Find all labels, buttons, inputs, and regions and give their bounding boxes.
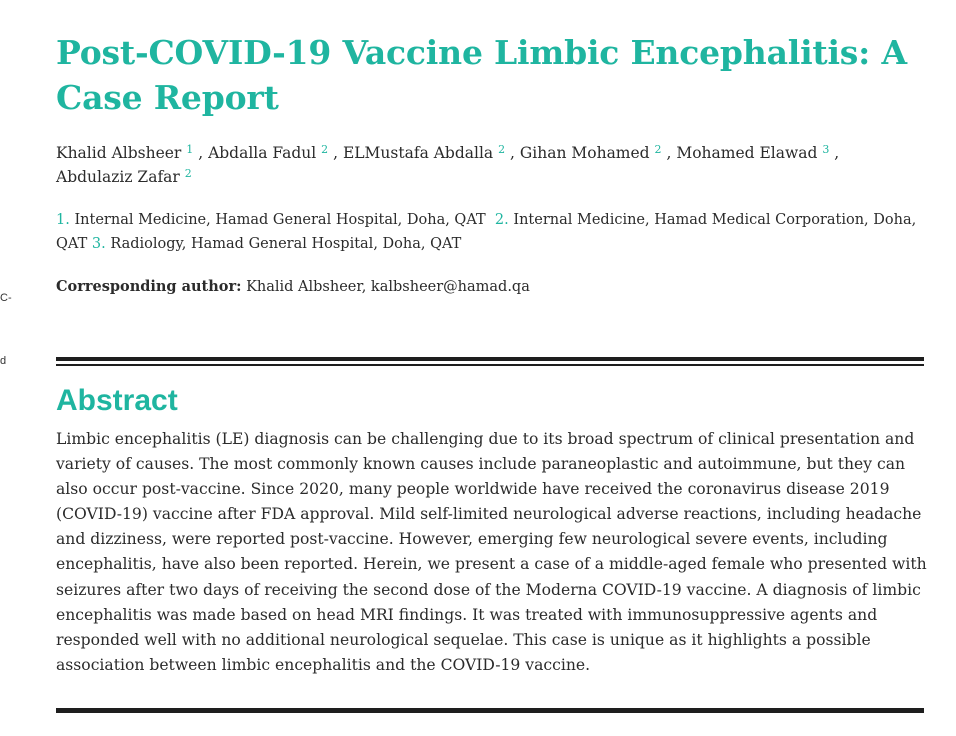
section-divider [56,357,924,366]
affiliation-text: Internal Medicine, Hamad General Hospital, Doha, QAT [74,212,486,228]
author-name[interactable]: Abdalla Fadul [208,144,317,162]
edge-text-fragment: d [0,355,7,367]
author-name[interactable]: Abdulaziz Zafar [56,168,180,186]
author-affiliation-ref[interactable]: 3 [822,143,830,156]
abstract-body: Limbic encephalitis (LE) diagnosis can be challenging due to its broad spectrum of clinical presentation and variety of causes. The most commonly known causes include paraneoplastic and autoimmune, but they can also occur post-vaccine. Since 2020, many people worldwide have received the coronavirus disease 2019 (COVID-19) vaccine after FDA approval. Mild self-limited neurological adverse reactions, including headache and dizziness, were reported post-vaccine. However, emerging few neurological severe events, including encephalitis, have also been reported. Herein, we present a case of a middle-aged female who presented with seizures after two days of receiving the second dose of the Moderna COVID-19 vaccine. A diagnosis of limbic encephalitis was made based on head MRI findings. It was treated with immunosuppressive agents and responded well with no additional neurological sequelae. This case is unique as it highlights a possible association between limbic encephalitis and the COVID-19 vaccine. [56,430,927,674]
affiliation-number: 2. [494,212,509,228]
author-affiliation-ref[interactable]: 2 [498,143,506,156]
author-name[interactable]: Khalid Albsheer [56,144,182,162]
corresponding-author [56,277,924,297]
corresponding-author-label: Corresponding author: [56,278,242,295]
author-name[interactable]: Mohamed Elawad [676,144,818,162]
author-name[interactable]: ELMustafa Abdalla [342,144,494,162]
author-affiliation-ref[interactable]: 2 [321,143,329,156]
affiliation-text: Radiology, Hamad General Hospital, Doha, QAT [110,236,462,252]
corresponding-author-value[interactable]: Khalid Albsheer, kalbsheer@hamad.qa [246,279,530,295]
affiliation-number: 3. [91,236,106,252]
author-affiliation-ref[interactable]: 1 [186,143,194,156]
author-name[interactable]: Gihan Mohamed [519,144,650,162]
author-list: Khalid Albsheer $^1$ , Abdalla Fadul $^2$ , ELMustafa Abdalla $^2$ , Gihan Mohamed $^2$ , Mohamed Elawad $^3$ , Abdulaziz Zafar $^2$ [56,143,840,186]
section-divider-bottom [56,708,924,713]
article-title: Post-COVID-19 Vaccine Limbic Encephalitis: A Case Report [56,33,907,117]
edge-text-fragment: C- [0,292,12,304]
abstract-heading: Abstract [56,384,178,417]
affiliation-number: 1. [56,212,70,228]
author-affiliation-ref[interactable]: 2 [184,167,192,180]
affiliation-text: Internal Medicine, Hamad Medical Corporation, Doha, QAT [56,212,917,252]
article-header [56,30,924,297]
author-affiliation-ref[interactable]: 2 [654,143,662,156]
affiliation-list [56,208,924,256]
